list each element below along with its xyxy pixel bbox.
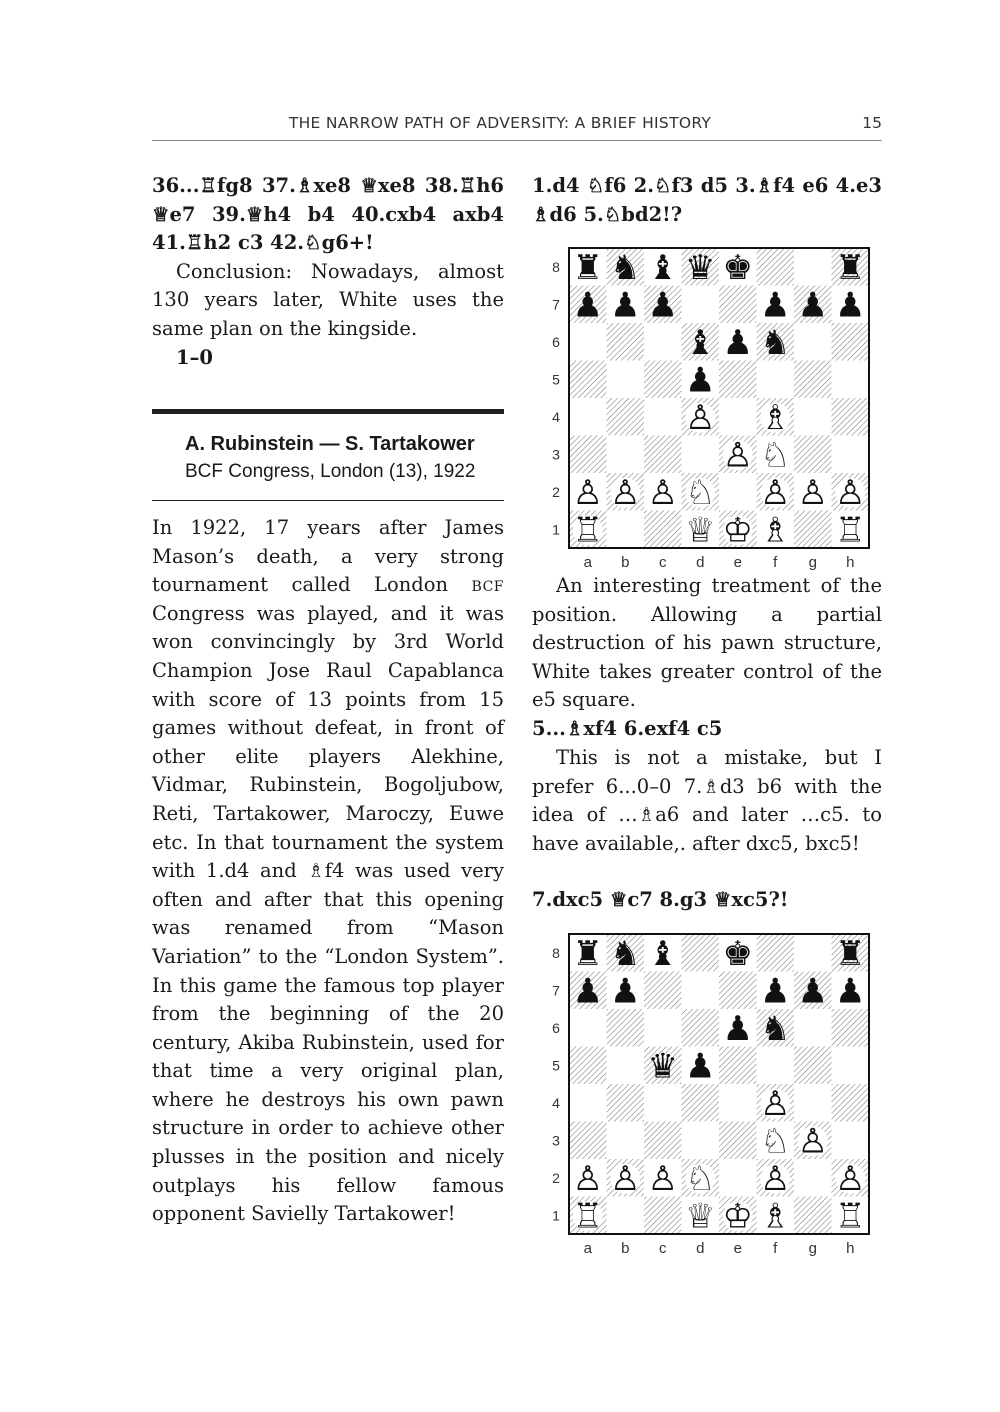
left-column <box>152 172 504 372</box>
square-h3 <box>832 1122 870 1160</box>
svg-text:♘: ♘ <box>760 1121 791 1162</box>
svg-text:♙: ♙ <box>760 1158 791 1199</box>
rank-label-5: 5 <box>552 371 560 388</box>
square-a4 <box>569 1084 607 1122</box>
square-h5 <box>832 1047 870 1085</box>
rank-label-1: 1 <box>552 1207 560 1224</box>
file-label-b: b <box>621 554 630 571</box>
svg-text:♙: ♙ <box>835 1158 866 1199</box>
game-event: BCF Congress, London (13), 1922 <box>185 461 476 482</box>
square-h4 <box>832 398 870 436</box>
svg-text:♖: ♖ <box>835 1196 866 1237</box>
square-g5 <box>794 1047 832 1085</box>
square-b4 <box>607 398 645 436</box>
square-h6 <box>832 323 870 361</box>
svg-text:♟: ♟ <box>572 971 603 1012</box>
white-rook-h1 <box>835 1196 865 1236</box>
rank-label-8: 8 <box>552 944 560 961</box>
svg-text:♙: ♙ <box>572 1158 603 1199</box>
white-king-e1 <box>723 1196 753 1236</box>
chess-board-2 <box>544 931 874 1261</box>
svg-text:♔: ♔ <box>722 510 753 551</box>
svg-text:♜: ♜ <box>835 933 866 974</box>
svg-text:♗: ♗ <box>760 510 791 551</box>
svg-text:♙: ♙ <box>760 472 791 513</box>
file-label-e: e <box>733 1240 742 1257</box>
black-rook-h8 <box>835 934 865 974</box>
square-g4 <box>794 398 832 436</box>
square-e3 <box>719 1122 757 1160</box>
svg-text:♙: ♙ <box>610 1158 641 1199</box>
svg-text:♞: ♞ <box>610 247 641 288</box>
square-e5 <box>719 1047 757 1085</box>
black-pawn-h7 <box>835 285 865 325</box>
comment-2: This is not a mistake, but I prefer 6...0–0 7.♗d3 b6 with the idea of …♗a6 and later …c5. to have available,. after dxc5, bxc5! <box>532 746 882 855</box>
svg-text:♞: ♞ <box>760 1008 791 1049</box>
square-f8 <box>757 248 795 286</box>
svg-text:♟: ♟ <box>760 285 791 326</box>
file-label-f: f <box>773 554 778 571</box>
black-queen-d8 <box>685 248 715 288</box>
square-f8 <box>757 934 795 972</box>
square-d6 <box>682 1009 720 1047</box>
rank-label-6: 6 <box>552 333 560 350</box>
black-pawn-e6 <box>723 1009 753 1049</box>
page-number: 15 <box>862 114 882 132</box>
svg-text:♟: ♟ <box>722 1008 753 1049</box>
game-introduction-paragraph <box>152 514 504 1229</box>
rank-label-8: 8 <box>552 258 560 275</box>
square-c4 <box>644 398 682 436</box>
white-pawn-f2 <box>760 473 790 513</box>
svg-text:♝: ♝ <box>647 933 678 974</box>
svg-text:♟: ♟ <box>647 285 678 326</box>
svg-text:♚: ♚ <box>722 247 753 288</box>
square-g5 <box>794 361 832 399</box>
svg-text:♛: ♛ <box>647 1046 678 1087</box>
intro-text-part1: In 1922, 17 years after James Mason’s death, a very strong tournament called London <box>152 516 504 597</box>
white-queen-d1 <box>685 1196 715 1236</box>
svg-text:♙: ♙ <box>722 435 753 476</box>
white-rook-a1 <box>573 1196 603 1236</box>
black-bishop-c8 <box>648 934 678 974</box>
black-knight-f6 <box>760 1009 790 1049</box>
rank-label-7: 7 <box>552 982 560 999</box>
svg-text:♝: ♝ <box>647 247 678 288</box>
svg-text:♗: ♗ <box>760 397 791 438</box>
square-b1 <box>607 511 645 549</box>
square-g4 <box>794 1084 832 1122</box>
chess-board-1 <box>544 245 874 575</box>
file-label-f: f <box>773 1240 778 1257</box>
svg-text:♙: ♙ <box>572 472 603 513</box>
svg-text:♞: ♞ <box>610 933 641 974</box>
white-pawn-h2 <box>835 1159 865 1199</box>
svg-text:♟: ♟ <box>760 971 791 1012</box>
white-pawn-h2 <box>835 473 865 513</box>
svg-text:♟: ♟ <box>610 285 641 326</box>
board-2-svg <box>544 931 874 1261</box>
intro-text-part2: Congress was played, and it was won convincingly by 3rd World Champion Jose Raul Capablanca with score of 13 points from 15 games without defeat, in front of other elite players Alekhine, Vidmar, Rubinstein, Bogoljubow, Reti, Tartakower, Maroczy, Euwe etc. In that tournament the system with 1.d4 and ♗f4 was used very often and after that this opening was renamed from “Mason Variation” to the “London System”. In this game the famous top player from the beginning of the 20 century, Akiba Rubinstein, used for that time a very original plan, where he destroys his own pawn structure in order to achieve other plusses in the position and nicely outplays his fellow famous opponent Savielly Tartakower! <box>152 601 504 1226</box>
square-b5 <box>607 1047 645 1085</box>
white-rook-h1 <box>835 510 865 550</box>
white-king-e1 <box>723 510 753 550</box>
rank-label-6: 6 <box>552 1019 560 1036</box>
black-king-e8 <box>723 248 753 288</box>
svg-text:♟: ♟ <box>685 360 716 401</box>
square-b4 <box>607 1084 645 1122</box>
comment-1: An interesting treatment of the position. Allowing a partial destruction of his pawn structure, White takes greater control of the e5 square. <box>532 574 882 712</box>
square-f5 <box>757 361 795 399</box>
white-pawn-a2 <box>573 1159 603 1199</box>
black-pawn-g7 <box>798 971 828 1011</box>
square-e7 <box>719 972 757 1010</box>
file-label-b: b <box>621 1240 630 1257</box>
square-h4 <box>832 1084 870 1122</box>
square-f5 <box>757 1047 795 1085</box>
white-pawn-e3 <box>723 435 753 475</box>
game-players: A. Rubinstein — S. Tartakower <box>185 433 475 455</box>
rank-label-7: 7 <box>552 296 560 313</box>
running-title: THE NARROW PATH OF ADVERSITY: A BRIEF HISTORY <box>288 114 712 132</box>
square-b6 <box>607 323 645 361</box>
svg-text:♙: ♙ <box>685 397 716 438</box>
square-d4 <box>682 1084 720 1122</box>
white-knight-d2 <box>685 1159 715 1199</box>
black-rook-h8 <box>835 248 865 288</box>
square-g3 <box>794 436 832 474</box>
white-pawn-d4 <box>685 398 715 438</box>
square-b6 <box>607 1009 645 1047</box>
rank-label-5: 5 <box>552 1057 560 1074</box>
conclusion-paragraph: Conclusion: Nowadays, almost 130 years later, White uses the same plan on the kingside. <box>152 259 504 340</box>
svg-text:♟: ♟ <box>572 285 603 326</box>
black-pawn-a7 <box>573 971 603 1011</box>
square-g6 <box>794 1009 832 1047</box>
square-e7 <box>719 286 757 324</box>
black-pawn-h7 <box>835 971 865 1011</box>
black-pawn-c7 <box>648 285 678 325</box>
black-bishop-d6 <box>685 323 715 363</box>
square-a3 <box>569 1122 607 1160</box>
svg-text:♙: ♙ <box>760 1083 791 1124</box>
running-header <box>152 112 882 141</box>
svg-text:♟: ♟ <box>797 285 828 326</box>
opening-moves: 1.d4 ♘f6 2.♘f3 d5 3.♗f4 e6 4.e3 ♗d6 5.♘bd2!? <box>532 174 882 226</box>
black-pawn-d5 <box>685 1046 715 1086</box>
svg-text:♙: ♙ <box>835 472 866 513</box>
svg-text:♟: ♟ <box>835 285 866 326</box>
rank-label-3: 3 <box>552 446 560 463</box>
svg-text:♙: ♙ <box>610 472 641 513</box>
black-rook-a8 <box>573 934 603 974</box>
svg-text:♘: ♘ <box>760 435 791 476</box>
rank-label-2: 2 <box>552 1169 560 1186</box>
black-queen-c5 <box>648 1046 678 1086</box>
black-knight-f6 <box>760 323 790 363</box>
svg-text:♝: ♝ <box>685 322 716 363</box>
black-bishop-c8 <box>648 248 678 288</box>
rank-label-4: 4 <box>552 1094 560 1111</box>
black-pawn-g7 <box>798 285 828 325</box>
svg-text:♖: ♖ <box>572 1196 603 1237</box>
file-label-e: e <box>733 554 742 571</box>
square-d7 <box>682 972 720 1010</box>
file-label-c: c <box>659 1240 667 1257</box>
rank-label-3: 3 <box>552 1132 560 1149</box>
board-1-svg <box>544 245 874 575</box>
square-c5 <box>644 361 682 399</box>
square-e4 <box>719 398 757 436</box>
svg-text:♙: ♙ <box>647 472 678 513</box>
square-h5 <box>832 361 870 399</box>
white-knight-d2 <box>685 473 715 513</box>
square-g2 <box>794 1159 832 1197</box>
white-pawn-g2 <box>798 473 828 513</box>
white-pawn-c2 <box>648 1159 678 1199</box>
white-bishop-f1 <box>760 1196 790 1236</box>
svg-text:♗: ♗ <box>760 1196 791 1237</box>
square-g1 <box>794 511 832 549</box>
file-label-g: g <box>808 554 817 571</box>
moves-5-6: 5...♗xf4 6.exf4 c5 <box>532 717 723 740</box>
white-pawn-f2 <box>760 1159 790 1199</box>
svg-text:♟: ♟ <box>797 971 828 1012</box>
square-a6 <box>569 323 607 361</box>
svg-text:♞: ♞ <box>760 322 791 363</box>
white-knight-f3 <box>760 435 790 475</box>
black-knight-b8 <box>610 248 640 288</box>
svg-text:♟: ♟ <box>835 971 866 1012</box>
white-pawn-c2 <box>648 473 678 513</box>
square-a5 <box>569 1047 607 1085</box>
rank-label-1: 1 <box>552 521 560 538</box>
square-g1 <box>794 1197 832 1235</box>
square-b5 <box>607 361 645 399</box>
square-b1 <box>607 1197 645 1235</box>
square-a4 <box>569 398 607 436</box>
white-knight-f3 <box>760 1121 790 1161</box>
square-a6 <box>569 1009 607 1047</box>
square-d7 <box>682 286 720 324</box>
square-c6 <box>644 1009 682 1047</box>
svg-text:♙: ♙ <box>647 1158 678 1199</box>
square-h3 <box>832 436 870 474</box>
svg-text:♙: ♙ <box>797 1121 828 1162</box>
square-c3 <box>644 1122 682 1160</box>
white-pawn-f4 <box>760 1084 790 1124</box>
square-g8 <box>794 248 832 286</box>
game-header-box <box>152 409 504 501</box>
moves-7-8: 7.dxc5 ♕c7 8.g3 ♕xc5?! <box>532 888 789 911</box>
square-g6 <box>794 323 832 361</box>
bcf-abbreviation: bcf <box>471 573 504 597</box>
svg-text:♚: ♚ <box>722 933 753 974</box>
square-h6 <box>832 1009 870 1047</box>
square-c1 <box>644 511 682 549</box>
svg-text:♜: ♜ <box>572 247 603 288</box>
black-pawn-f7 <box>760 285 790 325</box>
svg-text:♕: ♕ <box>685 510 716 551</box>
white-pawn-g3 <box>798 1121 828 1161</box>
square-d8 <box>682 934 720 972</box>
white-bishop-f1 <box>760 510 790 550</box>
black-pawn-a7 <box>573 285 603 325</box>
square-e2 <box>719 1159 757 1197</box>
rank-label-4: 4 <box>552 408 560 425</box>
black-king-e8 <box>723 934 753 974</box>
svg-text:♔: ♔ <box>722 1196 753 1237</box>
square-e2 <box>719 473 757 511</box>
move-sequence-36-42: 36...♖fg8 37.♗xe8 ♕xe8 38.♖h6 ♕e7 39.♕h4 b4 40.cxb4 axb4 41.♖h2 c3 42.♘g6+! <box>152 174 504 255</box>
square-b3 <box>607 436 645 474</box>
square-a5 <box>569 361 607 399</box>
square-g8 <box>794 934 832 972</box>
black-pawn-d5 <box>685 360 715 400</box>
square-d3 <box>682 436 720 474</box>
svg-text:♖: ♖ <box>835 510 866 551</box>
svg-text:♘: ♘ <box>685 1158 716 1199</box>
square-b3 <box>607 1122 645 1160</box>
file-label-c: c <box>659 554 667 571</box>
svg-text:♘: ♘ <box>685 472 716 513</box>
square-e5 <box>719 361 757 399</box>
square-e4 <box>719 1084 757 1122</box>
svg-text:♜: ♜ <box>572 933 603 974</box>
svg-text:♜: ♜ <box>835 247 866 288</box>
rank-label-2: 2 <box>552 483 560 500</box>
game-result: 1–0 <box>176 345 213 369</box>
svg-text:♕: ♕ <box>685 1196 716 1237</box>
black-pawn-f7 <box>760 971 790 1011</box>
square-c1 <box>644 1197 682 1235</box>
square-c7 <box>644 972 682 1010</box>
square-c3 <box>644 436 682 474</box>
file-label-h: h <box>846 1240 855 1257</box>
black-knight-b8 <box>610 934 640 974</box>
file-label-d: d <box>696 1240 705 1257</box>
black-pawn-b7 <box>610 285 640 325</box>
svg-text:♙: ♙ <box>797 472 828 513</box>
svg-text:♟: ♟ <box>685 1046 716 1087</box>
svg-text:♟: ♟ <box>610 971 641 1012</box>
square-a3 <box>569 436 607 474</box>
file-label-h: h <box>846 554 855 571</box>
svg-text:♖: ♖ <box>572 510 603 551</box>
svg-text:♛: ♛ <box>685 247 716 288</box>
white-queen-d1 <box>685 510 715 550</box>
white-pawn-b2 <box>610 1159 640 1199</box>
square-d3 <box>682 1122 720 1160</box>
file-label-g: g <box>808 1240 817 1257</box>
white-pawn-a2 <box>573 473 603 513</box>
file-label-a: a <box>583 554 592 571</box>
black-rook-a8 <box>573 248 603 288</box>
square-c6 <box>644 323 682 361</box>
square-c4 <box>644 1084 682 1122</box>
white-pawn-b2 <box>610 473 640 513</box>
black-pawn-b7 <box>610 971 640 1011</box>
file-label-d: d <box>696 554 705 571</box>
white-bishop-f4 <box>760 398 790 438</box>
svg-text:♟: ♟ <box>722 322 753 363</box>
white-rook-a1 <box>573 510 603 550</box>
file-label-a: a <box>583 1240 592 1257</box>
black-pawn-e6 <box>723 323 753 363</box>
